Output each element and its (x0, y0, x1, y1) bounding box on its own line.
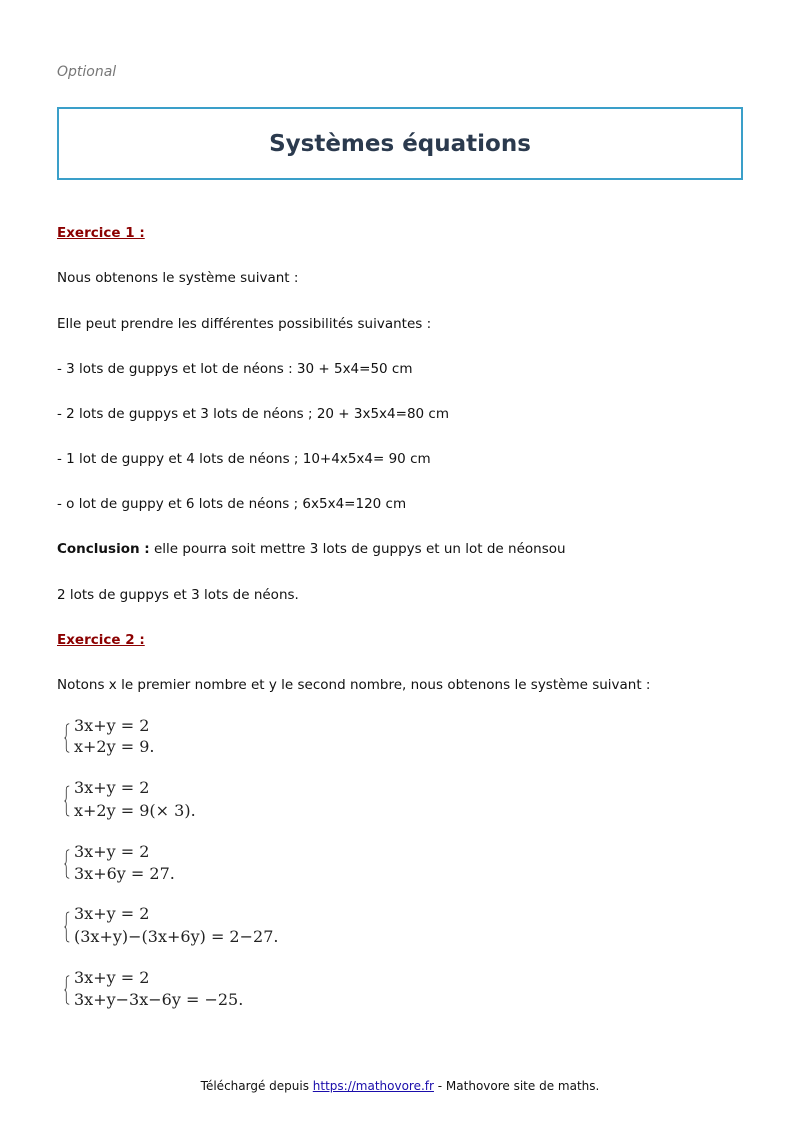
left-brace-icon (64, 844, 70, 884)
exercise-1-intro: Nous obtenons le système suivant : (57, 270, 299, 286)
possibilities-intro: Elle peut prendre les différentes possibilités suivantes : (57, 316, 432, 332)
exercise-2-title: Exercice 2 : (57, 632, 145, 648)
equation-line-1: 3x+y = 2 (74, 842, 150, 861)
possibility-item: - 3 lots de guppys et lot de néons : 30 + 5x4=50 cm (57, 361, 413, 377)
possibility-item: - o lot de guppy et 6 lots de néons ; 6x5x4=120 cm (57, 496, 407, 512)
equation-line-1: 3x+y = 2 (74, 716, 150, 735)
footer-prefix: Téléchargé depuis (200, 1079, 313, 1093)
equation-line-2: 3x+y−3x−6y = −25. (74, 990, 244, 1009)
possibility-item: - 2 lots de guppys et 3 lots de néons ; 20 + 3x5x4=80 cm (57, 406, 449, 422)
equation-line-2: x+2y = 9(× 3). (74, 801, 196, 820)
possibility-item: - 1 lot de guppy et 4 lots de néons ; 10+4x5x4= 90 cm (57, 451, 431, 467)
equation-line-2: x+2y = 9. (74, 737, 155, 756)
equation-line-2: (3x+y)−(3x+6y) = 2−27. (74, 927, 279, 946)
footer (0, 1079, 800, 1093)
conclusion (57, 541, 566, 557)
exercise-2-intro: Notons x le premier nombre et y le second nombre, nous obtenons le système suivant : (57, 677, 651, 693)
equation-line-1: 3x+y = 2 (74, 904, 150, 923)
left-brace-icon (64, 970, 70, 1010)
left-brace-icon (64, 780, 70, 822)
title-box (57, 107, 743, 180)
conclusion-line-2: 2 lots de guppys et 3 lots de néons. (57, 587, 299, 603)
mathovore-link[interactable]: https://mathovore.fr (312, 1079, 434, 1093)
equation-line-1: 3x+y = 2 (74, 968, 150, 987)
page-title: Systèmes équations (269, 130, 531, 157)
left-brace-icon (64, 718, 70, 758)
exercise-1-title: Exercice 1 : (57, 225, 145, 241)
left-brace-icon (64, 906, 70, 948)
footer-suffix: - Mathovore site de maths. (433, 1079, 600, 1093)
equation-line-2: 3x+6y = 27. (74, 864, 175, 883)
category-label: Optional (57, 64, 117, 80)
conclusion-label: Conclusion : (57, 541, 150, 557)
equation-line-1: 3x+y = 2 (74, 778, 150, 797)
conclusion-text: elle pourra soit mettre 3 lots de guppys et un lot de néonsou (149, 541, 566, 557)
